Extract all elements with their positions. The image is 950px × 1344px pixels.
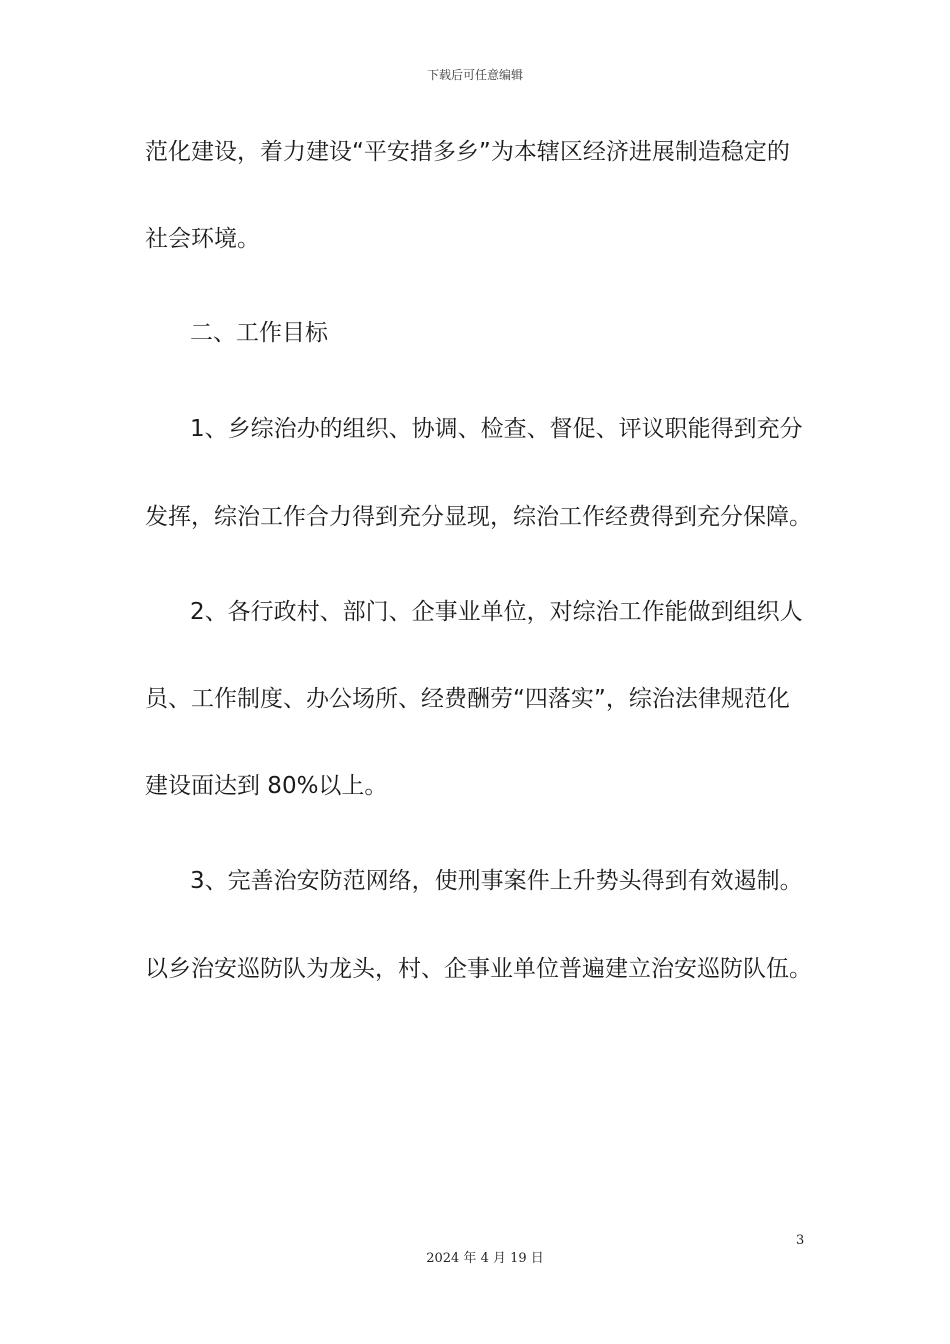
paragraph-line-5: 发挥，综治工作合力得到充分显现，综治工作经费得到充分保障。	[145, 504, 812, 530]
page-number: 3	[796, 1233, 805, 1248]
paragraph-line-6: 2、各行政村、部门、企事业单位，对综治工作能做到组织人	[190, 599, 803, 625]
page-header: 下载后可任意编辑	[426, 68, 523, 82]
paragraph-line-7: 员、工作制度、办公场所、经费酬劳“四落实”，综治法律规范化	[145, 686, 790, 712]
paragraph-line-9: 3、完善治安防范网络，使刑事案件上升势头得到有效遏制。	[190, 868, 803, 894]
paragraph-line-8: 建设面达到 80%以上。	[145, 773, 388, 799]
footer-date: 2024 年 4 月 19 日	[426, 1251, 544, 1266]
section-heading: 二、工作目标	[190, 320, 328, 346]
paragraph-line-1: 范化建设，着力建设“平安措多乡”为本辖区经济进展制造稳定的	[145, 139, 790, 165]
paragraph-line-2: 社会环境。	[145, 226, 260, 252]
paragraph-line-10: 以乡治安巡防队为龙头，村、企事业单位普遍建立治安巡防队伍。	[145, 956, 812, 982]
paragraph-line-4: 1、乡综治办的组织、协调、检查、督促、评议职能得到充分	[190, 416, 803, 442]
